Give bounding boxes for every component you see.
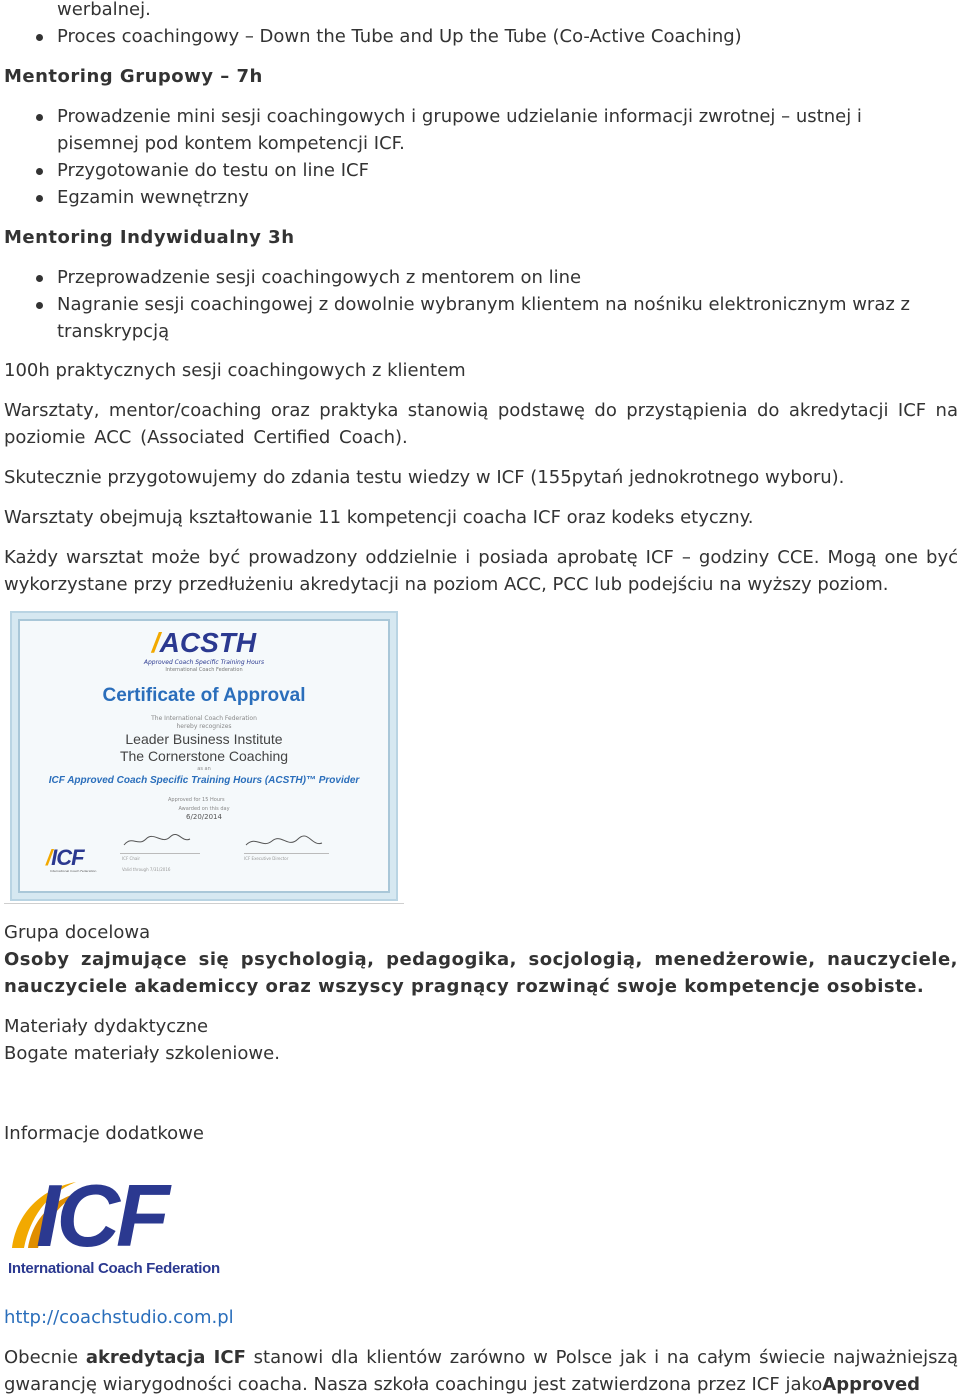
certificate-sig1-label: ICF Chair (122, 856, 141, 861)
footer-text-2: stanowi dla klientów zarówno w Polsce jak i na całym świecie najważniejszą gwarancję wiarygodności coacha. Nasza szkoła coachingu jest zatwierdzona przez ICF jako (4, 1347, 958, 1395)
certificate-as-an: as an (197, 766, 211, 772)
signature-chair-icon (122, 831, 192, 851)
certificate-date: 6/20/2014 (186, 813, 222, 821)
icf-logo-name: International Coach Federation (8, 1260, 220, 1277)
list-item: Prowadzenie mini sesji coachingowych i grupowe udzielanie informacji zwrotnej – ustnej i pisemnej pod kontem kompetencji ICF. (0, 103, 900, 157)
coachstudio-link[interactable]: http://coachstudio.com.pl (4, 1307, 234, 1328)
certificate-valid-date: 7/31/2016 (149, 867, 171, 872)
certificate-holder-2: The Cornerstone Coaching (119, 748, 289, 764)
certificate-provider: ICF Approved Coach Specific Training Hours (ACSTH)™ Provider (48, 775, 360, 786)
signature-director-icon (244, 833, 324, 853)
target-group-text: Osoby zajmujące się psychologią, pedagogika, socjologią, menedżerowie, nauczyciele, nauczyciele akademiccy oraz wszyscy pragnący rozwinąć swoje kompetencje osobiste. (4, 949, 958, 997)
footer-bold-accreditation: akredytacja ICF (85, 1347, 246, 1368)
list-item: Przeprowadzenie sesji coachingowych z mentorem on line (0, 264, 930, 291)
certificate-approved-for: Approved for (168, 797, 201, 803)
competencies-paragraph: Warsztaty obejmują kształtowanie 11 kompetencji coacha ICF oraz kodeks etyczny. (4, 507, 754, 528)
footer-paragraph (4, 1344, 958, 1398)
icf-logo-letters: ICF (36, 1166, 166, 1265)
certificate-logo: ICF (51, 845, 84, 870)
process-list (0, 23, 920, 50)
certificate-frame: /ACSTH Approved Coach Specific Training Hours International Coach Federation Certificate of Approval The International Coach Federation hereby recognizes Leader Business Institute The Cornerstone Coaching as an ICF Approved Coach Specific Training Hours (ACSTH)™ Provider Approved for 15 Hours Awarded on this day 6/20/2014 ICF Chair ICF Executive Director Valid through 7/31/2016 /ICF International Coach Federation (10, 611, 398, 901)
heading-mentoring-group: Mentoring Grupowy – 7h (4, 66, 263, 87)
list-item: Nagranie sesji coachingowej z dowolnie wybranym klientem na nośniku elektronicznym wraz z transkrypcją (0, 291, 930, 345)
certificate-brand: ACSTH (159, 627, 257, 658)
mentoring-group-list (0, 103, 900, 211)
certificate-line2: hereby recognizes (176, 723, 232, 730)
footer-text-1: Obecnie (4, 1347, 86, 1368)
list-item: Przygotowanie do testu on line ICF (0, 157, 900, 184)
certificate-org-small: International Coach Federation (165, 667, 243, 673)
test-paragraph: Skutecznie przygotowujemy do zdania testu wiedzy w ICF (155pytań jednokrotnego wyboru). (4, 467, 845, 488)
list-item: Egzamin wewnętrzny (0, 184, 900, 211)
cce-paragraph: Każdy warsztat może być prowadzony oddzielnie i posiada aprobatę ICF – godziny CCE. Mogą one być wykorzystane przy przedłużeniu akredytacji na poziom ACC, PCC lub podejściu na wyższy poziom. (4, 547, 958, 595)
mentoring-individual-list (0, 264, 930, 345)
certificate-title: Certificate of Approval (102, 685, 306, 706)
workshops-paragraph: Warsztaty, mentor/coaching oraz praktyka stanowią podstawę do przystąpienia do akredytacji ICF na poziomie ACC (Associated Certified Coach). (4, 400, 958, 448)
practice-paragraph: 100h praktycznych sesji coachingowych z klientem (4, 360, 466, 381)
materials-label: Materiały dydaktyczne (4, 1016, 209, 1037)
materials-text: Bogate materiały szkoleniowe. (4, 1043, 280, 1064)
additional-info-label: Informacje dodatkowe (4, 1123, 204, 1144)
footer-bold-approved: Approved (822, 1374, 921, 1395)
list-item: Proces coachingowy – Down the Tube and Up the Tube (Co-Active Coaching) (0, 23, 920, 50)
certificate-holder-1: Leader Business Institute (125, 731, 283, 747)
certificate-brand-sub: Approved Coach Specific Training Hours (143, 659, 265, 666)
target-group-label: Grupa docelowa (4, 922, 151, 943)
certificate-line1: The International Coach Federation (151, 715, 257, 722)
certificate-image (4, 607, 404, 905)
certificate-logo-sub: International Coach Federation (50, 869, 97, 873)
heading-mentoring-individual: Mentoring Indywidualny 3h (4, 227, 295, 248)
certificate-valid: Valid through (122, 867, 149, 872)
certificate-hours: 15 Hours (202, 797, 225, 803)
icf-logo (6, 1166, 236, 1282)
certificate-sig2-label: ICF Executive Director (244, 856, 289, 861)
certificate-awarded: Awarded on this day (178, 806, 230, 812)
text-fragment: werbalnej. (57, 0, 151, 20)
